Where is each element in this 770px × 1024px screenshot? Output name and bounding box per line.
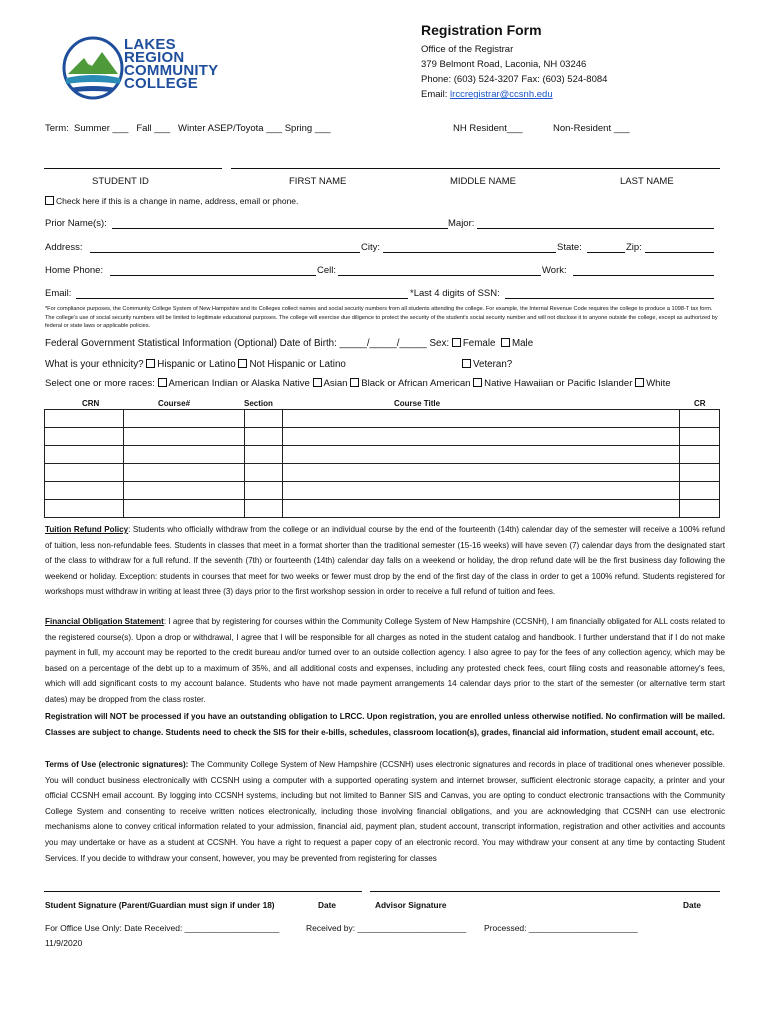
veteran-label: Veteran? <box>473 359 513 370</box>
course-cell[interactable] <box>680 464 720 482</box>
advisor-signature-label: Advisor Signature <box>375 900 447 910</box>
veteran-row <box>462 359 512 370</box>
course-row <box>45 482 720 500</box>
col-header-crn: CRN <box>82 399 100 408</box>
advisor-signature-line[interactable] <box>370 891 720 892</box>
office-phone: Phone: (603) 524-3207 Fax: (603) 524-8084 <box>421 74 608 85</box>
email-label: Email: <box>421 89 451 100</box>
course-cell[interactable] <box>680 428 720 446</box>
course-cell[interactable] <box>244 410 282 428</box>
col-header-course: Course# <box>158 399 191 408</box>
logo-mark-icon <box>62 34 124 100</box>
races-row <box>45 378 671 389</box>
office-date-received[interactable]: For Office Use Only: Date Received: ____________________ <box>45 923 280 933</box>
checkbox-icon[interactable] <box>45 196 54 205</box>
office-received-by[interactable]: Received by: _______________________ <box>306 923 467 933</box>
office-email-row <box>421 87 607 102</box>
races-question: Select one or more races: <box>45 378 155 389</box>
race-label-4: Native Hawaiian or Pacific Islander <box>484 378 633 389</box>
student-date-label: Date <box>318 900 336 910</box>
change-check-label: Check here if this is a change in name, address, email or phone. <box>56 196 299 206</box>
financial-obligation <box>45 614 725 708</box>
refund-text: : Students who officially withdraw from the college or an individual course by the end of the fourteenth (14th) calendar day of the semester will receive a 100% refund of tuition, less non-refundable fees. Students in classes that meet in a format shorter than the traditional semester (15-16 weeks) will have seven (7) calendar days from the designated start of the class to withdraw for a full refund. If the seventh (7th) or fourteenth (14th) calendar day falls on a weekend or holiday, the drop refund date will be the first business day following the weekend or holiday. Exception: students in courses that meet for two weeks or fewer must drop by the end of the first day of the class in order to get a 100% refund. Students registered for workshops must withdraw in writing at least three (3) days prior to the first workshop session in order to receive a full refund of tuition and fees. <box>45 525 725 597</box>
cell-field[interactable] <box>338 275 541 276</box>
home-phone-field[interactable] <box>110 275 316 276</box>
race-label-2: Asian <box>323 378 348 389</box>
hispanic-checkbox[interactable] <box>146 359 155 368</box>
label-middle-name: MIDDLE NAME <box>450 176 516 187</box>
race-checkbox-3[interactable] <box>350 378 359 387</box>
course-table <box>44 409 720 518</box>
address-field[interactable] <box>90 252 360 253</box>
email-field[interactable] <box>76 298 408 299</box>
office-processed[interactable]: Processed: _______________________ <box>484 923 638 933</box>
race-label-3: Black or African American <box>361 378 471 389</box>
course-cell[interactable] <box>45 446 124 464</box>
form-version-date: 11/9/2020 <box>45 938 83 948</box>
terms-of-use <box>45 757 725 866</box>
city-field[interactable] <box>383 252 556 253</box>
course-row <box>45 410 720 428</box>
logo-line-1: LAKES <box>124 36 176 53</box>
course-row <box>45 464 720 482</box>
course-cell[interactable] <box>123 500 244 518</box>
race-checkbox-1[interactable] <box>158 378 167 387</box>
work-field[interactable] <box>573 275 714 276</box>
home-phone-label: Home Phone: <box>45 265 104 276</box>
course-cell[interactable] <box>244 464 282 482</box>
refund-title: Tuition Refund Policy <box>45 525 129 534</box>
state-label: State: <box>557 242 582 253</box>
female-label: Female <box>462 338 496 349</box>
logo-line-2: REGION <box>124 49 185 66</box>
header-block <box>421 22 607 102</box>
financial-title: Financial Obligation Statement <box>45 617 164 626</box>
major-label: Major: <box>448 218 475 229</box>
course-cell[interactable] <box>282 410 679 428</box>
terms-text: The Community College System of New Hampshire (CCSNH) uses electronic signatures and records in place of traditional ones whenever possible. You will conduct business electronically with CCSNH using a computer with a supported operating system and internet browser, sufficient electronic storage capacity, a printer and your official CCSNH email account. By logging into CCSNH systems, including but not limited to Banner SIS and Canvas, you are opting to conduct electronic transactions with the Community College System and consenting to receive written notices electronically, including those involving financial obligations, and you are acknowledging that CCSNH can use electronic mechanisms alone to convey critical information related to your admission, financial aid, payment plan, student account, transcript information, registration and other activities and accounts you may undertake or have as a student at CCSNH. You have a right to request a paper copy of an electronic record. You may withdraw your consent at any time by contacting Student Services. If you decide to withdraw your consent, however, you may be prevented from registering for classes <box>45 760 725 863</box>
ssn-field[interactable] <box>505 298 714 299</box>
state-field[interactable] <box>587 252 625 253</box>
race-label-1: American Indian or Alaska Native <box>168 378 310 389</box>
course-cell[interactable] <box>244 500 282 518</box>
city-label: City: <box>361 242 380 253</box>
course-cell[interactable] <box>244 446 282 464</box>
course-cell[interactable] <box>123 446 244 464</box>
student-signature-line[interactable] <box>44 891 362 892</box>
term-row[interactable]: Term: Summer ___ Fall ___ Winter ASEP/Toyota ___ Spring ___ <box>45 123 331 134</box>
nh-resident[interactable]: NH Resident___ <box>453 123 523 134</box>
course-cell[interactable] <box>45 482 124 500</box>
terms-title: Terms of Use (electronic signatures): <box>45 760 189 769</box>
race-checkbox-5[interactable] <box>635 378 644 387</box>
name-line[interactable] <box>231 168 720 169</box>
course-cell[interactable] <box>680 482 720 500</box>
logo-line-4: COLLEGE <box>124 75 198 92</box>
address-label: Address: <box>45 242 83 253</box>
federal-row <box>45 338 533 349</box>
veteran-checkbox[interactable] <box>462 359 471 368</box>
course-cell[interactable] <box>244 482 282 500</box>
logo-line-3: COMMUNITY <box>124 62 219 79</box>
course-row <box>45 428 720 446</box>
course-cell[interactable] <box>282 500 679 518</box>
advisor-date-label: Date <box>683 900 701 910</box>
student-id-line[interactable] <box>44 168 222 169</box>
major-field[interactable] <box>477 228 714 229</box>
hispanic-label: Hispanic or Latino <box>157 359 236 370</box>
course-cell[interactable] <box>680 446 720 464</box>
federal-heading: Federal Government Statistical Information (Optional) Date of Birth: _____/_____/_____ Sex: <box>45 338 450 349</box>
office-name: Office of the Registrar <box>421 44 514 55</box>
course-cell[interactable] <box>123 482 244 500</box>
label-first-name: FIRST NAME <box>289 176 347 187</box>
not-hispanic-label: Not Hispanic or Latino <box>249 359 346 370</box>
course-cell[interactable] <box>123 464 244 482</box>
col-header-title: Course Title <box>394 399 441 408</box>
col-header-cr: CR <box>694 399 706 408</box>
course-cell[interactable] <box>45 500 124 518</box>
office-address: 379 Belmont Road, Laconia, NH 03246 <box>421 59 587 70</box>
not-hispanic-checkbox[interactable] <box>238 359 247 368</box>
non-resident[interactable]: Non-Resident ___ <box>553 123 630 134</box>
form-title: Registration Form <box>421 22 542 38</box>
financial-text: : I agree that by registering for courses within the Community College System of New Hampshire (CCSNH), I am financially obligated for ALL costs related to the registered course(s). Upon a drop or withdrawal, I agree that I will be responsible for all charges as noted in the student catalog and handbook. I further understand that if I do not make payment in full, my account may be reported to the credit bureau and/or turned over to an outside collection agency. I also agree to pay for the fees of any collection agency, which may be based on a percentage of the debt up to a maximum of 35%, and all additional costs and expenses, including any protested check fees, court filing costs and reasonable attorney's fees, which will add significant costs to my account balance. Students who have not made payment arrangements 14 calendar days prior to the start of the semester (or alternative term start dates) may be dropped from the class roster. <box>45 617 725 704</box>
course-row <box>45 500 720 518</box>
male-checkbox[interactable] <box>501 338 510 347</box>
label-student-id: STUDENT ID <box>92 176 149 187</box>
course-cell[interactable] <box>45 428 124 446</box>
registration-notice: Registration will NOT be processed if you have an outstanding obligation to LRCC. Upon registration, you are enrolled unless otherwise notified. No confirmation will be mailed. Classes are subject to change. Students need to check the SIS for their e-bills, schedules, classroom location(s), grades, financial aid information, student email account, etc. <box>45 712 725 737</box>
course-cell[interactable] <box>680 410 720 428</box>
zip-field[interactable] <box>645 252 714 253</box>
college-logo <box>62 32 232 104</box>
col-header-section: Section <box>244 399 273 408</box>
ethnicity-question: What is your ethnicity? <box>45 359 144 370</box>
cell-label: Cell: <box>317 265 337 276</box>
refund-policy <box>45 522 725 600</box>
course-cell[interactable] <box>282 464 679 482</box>
label-last-name: LAST NAME <box>620 176 674 187</box>
course-cell[interactable] <box>123 410 244 428</box>
female-checkbox[interactable] <box>452 338 461 347</box>
compliance-note: *For compliance purposes, the Community College System of New Hampshire and its Colleges collect names and social security numbers from all students attending the college. For example, the Internal Revenue Code requires the college to produce a 1098-T tax form. The college's use of social security numbers will be limited to legitimate educational purposes. The college will exercise due diligence to protect the security of the student's social security number and will not disclose it to anyone outside the college, except as authorized by federal or state laws or applicable policies. <box>45 306 718 330</box>
race-checkbox-2[interactable] <box>313 378 322 387</box>
race-checkbox-4[interactable] <box>473 378 482 387</box>
email-link[interactable]: lrccregistrar@ccsnh.edu <box>450 89 553 100</box>
course-cell[interactable] <box>282 446 679 464</box>
course-cell[interactable] <box>282 428 679 446</box>
course-cell[interactable] <box>123 428 244 446</box>
course-cell[interactable] <box>45 464 124 482</box>
student-signature-label: Student Signature (Parent/Guardian must sign if under 18) <box>45 900 275 910</box>
male-label: Male <box>511 338 534 349</box>
course-cell[interactable] <box>244 428 282 446</box>
prior-names-field[interactable] <box>112 228 448 229</box>
prior-names-label: Prior Name(s): <box>45 218 107 229</box>
ethnicity-row <box>45 359 346 370</box>
course-cell[interactable] <box>282 482 679 500</box>
ssn-label: *Last 4 digits of SSN: <box>410 288 500 299</box>
course-cell[interactable] <box>45 410 124 428</box>
course-row <box>45 446 720 464</box>
race-label-5: White <box>646 378 671 389</box>
change-check-row[interactable] <box>45 196 298 206</box>
work-label: Work: <box>542 265 567 276</box>
email-field-label: Email: <box>45 288 72 299</box>
course-cell[interactable] <box>680 500 720 518</box>
zip-label: Zip: <box>626 242 642 253</box>
